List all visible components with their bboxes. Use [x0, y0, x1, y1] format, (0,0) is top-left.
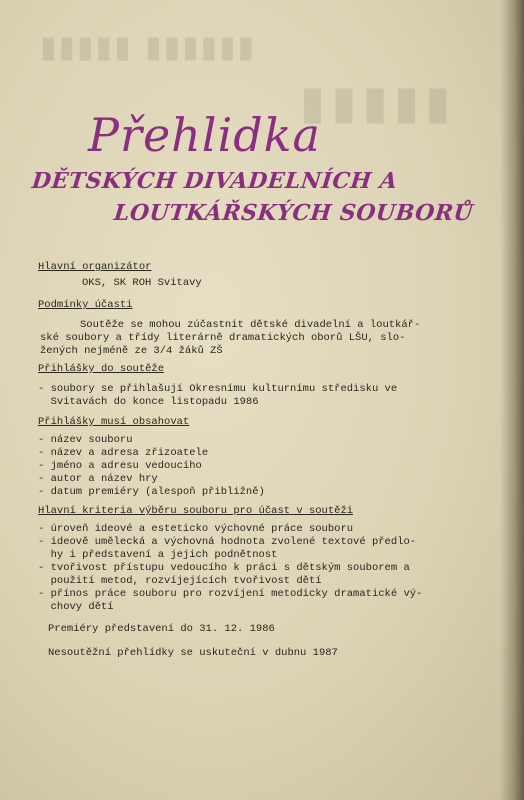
criteria-line: - úroveň ideové a esteticko výchovné práce souboru — [38, 523, 354, 535]
criteria-line: chovy dětí — [38, 601, 114, 613]
criteria-line: - přínos práce souboru pro rozvíjení metodicky dramatické vý- — [38, 588, 423, 600]
section-heading-conditions: Podmínky účasti — [38, 299, 133, 311]
premieres-note: Premiéry představení do 31. 12. 1986 — [48, 623, 275, 635]
contents-item: - jméno a adresu vedoucího — [38, 460, 202, 472]
contents-item: - datum premiéry (alespoň přibližně) — [38, 486, 265, 498]
noncompetitive-note: Nesoutěžní přehlídky se uskuteční v dubnu 1987 — [48, 647, 338, 659]
page-title: Přehlidka — [88, 108, 321, 162]
contents-item: - název souboru — [38, 434, 133, 446]
section-heading-contents: Přihlášky musí obsahovat — [38, 416, 190, 428]
title-line-2: LOUTKÁŘSKÝCH SOUBORŮ — [112, 200, 475, 226]
criteria-line: - ideově umělecká a výchovná hodnota zvolené textové předlo- — [38, 536, 417, 548]
section-heading-applications: Přihlášky do soutěže — [38, 363, 165, 375]
bleed-through-text: ▮▮▮▮▮ — [300, 75, 457, 129]
criteria-line: použití metod, rozvíjejících tvořivost dětí — [38, 575, 322, 587]
conditions-line: Soutěže se mohou zúčastnit dětské divadelní a loutkář- — [80, 319, 421, 331]
applications-line: Svitavách do konce listopadu 1986 — [38, 396, 259, 408]
section-heading-criteria: Hlavní kriteria výběru souboru pro účast v soutěži — [38, 505, 354, 517]
section-heading-organizer: Hlavní organizátor — [38, 261, 152, 273]
applications-line: - soubory se přihlašují Okresnímu kulturnímu středisku ve — [38, 383, 398, 395]
conditions-line: ské soubory a třídy literárně dramatických oborů LŠU, slo- — [40, 332, 406, 344]
organizer-text: OKS, SK ROH Svitavy — [82, 277, 202, 289]
bleed-through-text: ▮▮▮▮▮ ▮▮▮▮▮▮ — [40, 30, 257, 65]
contents-item: - autor a název hry — [38, 473, 158, 485]
conditions-line: žených nejméně ze 3/4 žáků ZŠ — [40, 345, 223, 357]
title-line-1: DĚTSKÝCH DIVADELNÍCH A — [30, 168, 399, 194]
contents-item: - název a adresa zřizoatele — [38, 447, 209, 459]
criteria-line: - tvořivost přístupu vedoucího k práci s dětským souborem a — [38, 562, 410, 574]
criteria-line: hy i představení a jejich podnětnost — [38, 549, 278, 561]
book-spine-shadow — [500, 0, 524, 800]
